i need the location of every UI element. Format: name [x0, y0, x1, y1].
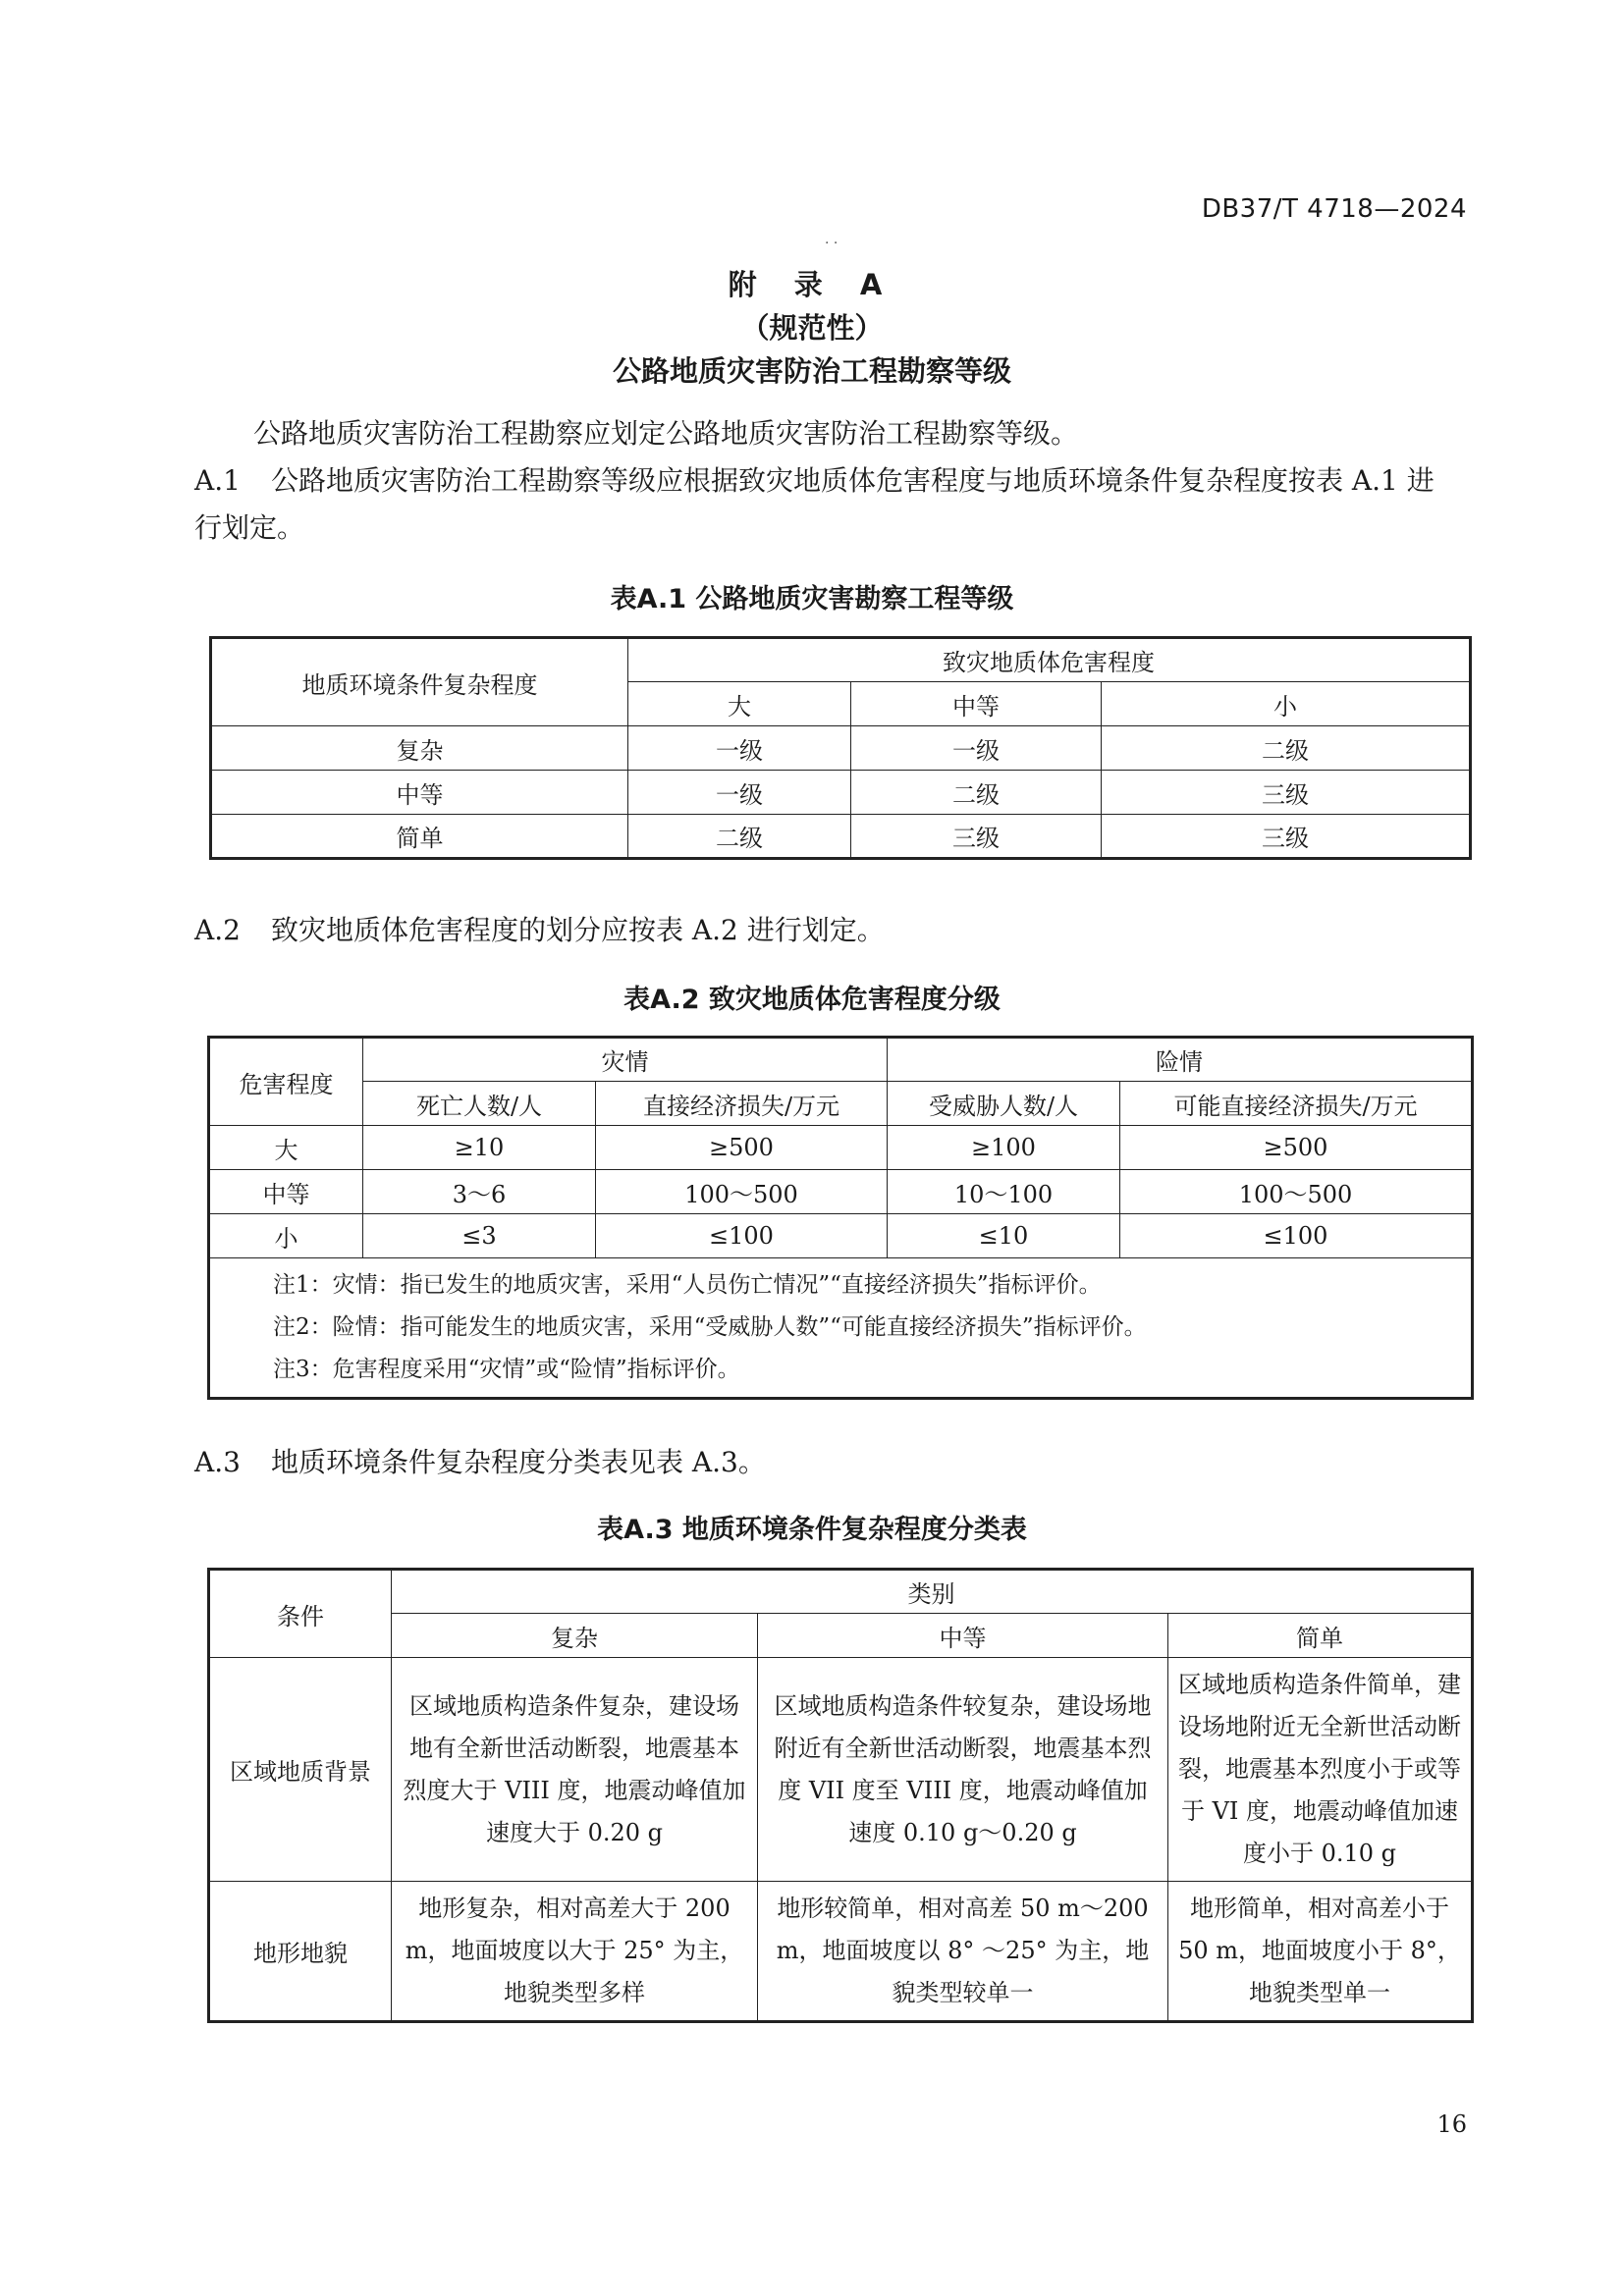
- table-a1-group-header: 致灾地质体危害程度: [628, 638, 1471, 682]
- annex-title: 附 录 A: [728, 268, 896, 301]
- table-a3-row-label: 区域地质背景: [209, 1658, 392, 1882]
- table-a1-col-header: 小: [1102, 682, 1471, 726]
- table-cell: 一级: [851, 726, 1102, 771]
- table-a2-group-hazard: 险情: [888, 1038, 1473, 1082]
- table-row: [209, 1882, 1473, 2022]
- table-cell: ≤10: [888, 1214, 1120, 1258]
- table-a1-col-header: 中等: [851, 682, 1102, 726]
- table-row: [211, 726, 1471, 771]
- table-row: [209, 1658, 1473, 1882]
- decorative-dots: · ·: [825, 236, 839, 251]
- page-number: 16: [1436, 2110, 1467, 2138]
- table-cell: 三级: [851, 815, 1102, 859]
- table-a3-col-header: 复杂: [392, 1614, 758, 1658]
- table-a2-row-label: 中等: [209, 1170, 363, 1214]
- table-cell: 区域地质构造条件简单，建设场地附近无全新世活动断裂，地震基本烈度小于或等于 VI 度，地震动峰值加速度小于 0.10 g: [1168, 1658, 1473, 1882]
- table-a1-row-label: 中等: [211, 771, 628, 815]
- table-a3-row-label: 地形地貌: [209, 1882, 392, 2022]
- table-note: 注2：险情：指可能发生的地质灾害，采用“受威胁人数”“可能直接经济损失”指标评价。: [273, 1314, 1147, 1340]
- table-cell: ≤100: [596, 1214, 888, 1258]
- table-a3-caption: 表A.3 地质环境条件复杂程度分类表: [597, 1515, 1027, 1545]
- table-a2-notes: [209, 1258, 1473, 1399]
- table-note: 注1：灾情：指已发生的地质灾害，采用“人员伤亡情况”“直接经济损失”指标评价。: [273, 1272, 1102, 1298]
- table-row: [211, 815, 1471, 859]
- clause-a1-text: 公路地质灾害防治工程勘察等级应根据致灾地质体危害程度与地质环境条件复杂程度按表 A.1 进: [271, 464, 1435, 497]
- table-cell: 一级: [628, 771, 851, 815]
- annex-subject: 公路地质灾害防治工程勘察等级: [612, 354, 1011, 388]
- table-cell: ≥100: [888, 1126, 1120, 1170]
- table-cell: 地形简单，相对高差小于 50 m，地面坡度小于 8°，地貌类型单一: [1168, 1882, 1473, 2022]
- table-cell: 3～6: [363, 1170, 596, 1214]
- table-cell: ≥10: [363, 1126, 596, 1170]
- table-cell: 二级: [628, 815, 851, 859]
- table-cell: 地形复杂，相对高差大于 200 m，地面坡度以大于 25° 为主，地貌类型多样: [392, 1882, 758, 2022]
- clause-a3-text: 地质环境条件复杂程度分类表见表 A.3。: [271, 1446, 766, 1478]
- table-cell: ≤3: [363, 1214, 596, 1258]
- table-a2-caption: 表A.2 致灾地质体危害程度分级: [623, 985, 1001, 1015]
- table-a2: [207, 1036, 1474, 1400]
- table-a2-group-disaster: 灾情: [363, 1038, 888, 1082]
- table-a2-col-header: 死亡人数/人: [363, 1082, 596, 1126]
- table-row: [209, 1170, 1473, 1214]
- table-cell: 100～500: [596, 1170, 888, 1214]
- table-row: [209, 1126, 1473, 1170]
- table-a2-notes-row: [209, 1258, 1473, 1399]
- table-note: 注3：危害程度采用“灾情”或“险情”指标评价。: [273, 1357, 740, 1382]
- clause-a1-number: A.1: [194, 464, 241, 497]
- table-cell: ≤100: [1120, 1214, 1473, 1258]
- intro-paragraph: 公路地质灾害防治工程勘察应划定公路地质灾害防治工程勘察等级。: [253, 417, 1079, 450]
- table-a2-col-header: 受威胁人数/人: [888, 1082, 1120, 1126]
- clause-a2-number: A.2: [194, 914, 241, 946]
- table-cell: ≥500: [596, 1126, 888, 1170]
- table-a3: [207, 1568, 1474, 2023]
- table-a1-row-label: 简单: [211, 815, 628, 859]
- table-cell: 二级: [1102, 726, 1471, 771]
- table-a1-row-label: 复杂: [211, 726, 628, 771]
- table-a3-col-header: 中等: [758, 1614, 1168, 1658]
- table-cell: 二级: [851, 771, 1102, 815]
- table-cell: 区域地质构造条件较复杂，建设场地附近有全新世活动断裂，地震基本烈度 VII 度至 VIII 度，地震动峰值加速度 0.10 g～0.20 g: [758, 1658, 1168, 1882]
- table-a1-row-header: 地质环境条件复杂程度: [211, 638, 628, 726]
- table-a2-col-header: 可能直接经济损失/万元: [1120, 1082, 1473, 1126]
- table-cell: 100～500: [1120, 1170, 1473, 1214]
- table-a2-row-label: 大: [209, 1126, 363, 1170]
- table-cell: 一级: [628, 726, 851, 771]
- table-cell: 三级: [1102, 815, 1471, 859]
- table-a2-row-label: 小: [209, 1214, 363, 1258]
- clause-a1-text-cont: 行划定。: [194, 511, 305, 544]
- standard-code: DB37/T 4718—2024: [1201, 194, 1467, 224]
- clause-a2-text: 致灾地质体危害程度的划分应按表 A.2 进行划定。: [271, 914, 885, 946]
- table-cell: 三级: [1102, 771, 1471, 815]
- table-a2-col-header: 直接经济损失/万元: [596, 1082, 888, 1126]
- clause-a3-number: A.3: [194, 1446, 241, 1478]
- table-cell: 地形较简单，相对高差 50 m～200 m，地面坡度以 8° ～25° 为主，地貌类型较单一: [758, 1882, 1168, 2022]
- table-cell: 区域地质构造条件复杂，建设场地有全新世活动断裂，地震基本烈度大于 VIII 度，地震动峰值加速度大于 0.20 g: [392, 1658, 758, 1882]
- table-a1-col-header: 大: [628, 682, 851, 726]
- table-row: [211, 771, 1471, 815]
- table-a1-caption: 表A.1 公路地质灾害勘察工程等级: [610, 584, 1014, 614]
- table-a3-row-header: 条件: [209, 1570, 392, 1658]
- table-a3-group-header: 类别: [392, 1570, 1473, 1614]
- table-a1: [209, 636, 1472, 860]
- table-cell: ≥500: [1120, 1126, 1473, 1170]
- table-cell: 10～100: [888, 1170, 1120, 1214]
- table-a2-row-header: 危害程度: [209, 1038, 363, 1126]
- table-row: [209, 1214, 1473, 1258]
- annex-nature: （规范性）: [740, 311, 884, 345]
- table-a3-col-header: 简单: [1168, 1614, 1473, 1658]
